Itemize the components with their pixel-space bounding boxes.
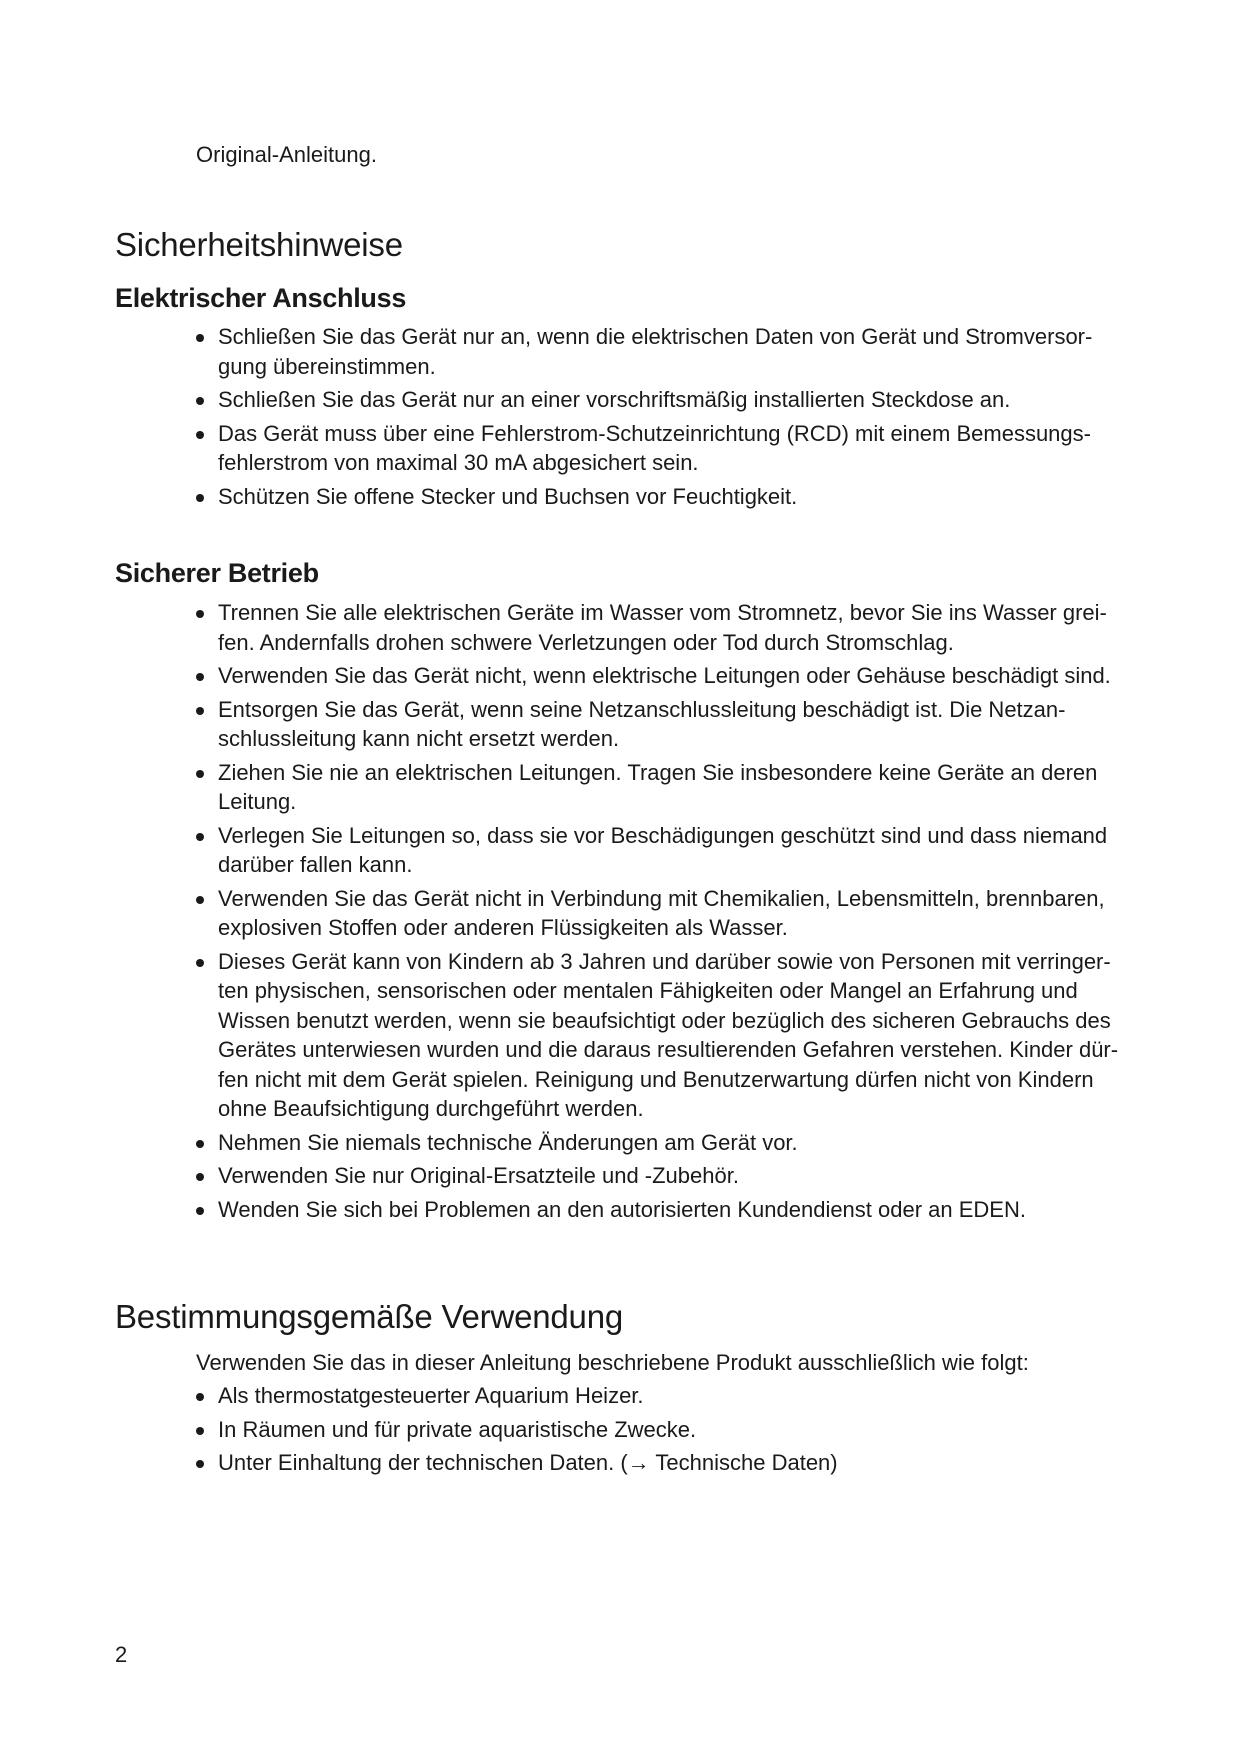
electrical-connection-heading: Elektrischer Anschluss xyxy=(115,283,407,313)
list-item: Verwenden Sie das Gerät nicht in Verbindung mit Chemikalien, Lebensmitteln, brennbaren, explosiven Stoffen oder anderen Flüssigkeiten als Wasser. xyxy=(196,884,1126,943)
list-item: Schließen Sie das Gerät nur an, wenn die elektrischen Daten von Gerät und Stromversor-gung übereinstimmen. xyxy=(196,322,1126,381)
electrical-connection-list xyxy=(196,322,1126,515)
list-item: Schützen Sie offene Stecker und Buchsen vor Feuchtigkeit. xyxy=(196,482,1126,512)
list-item: Verlegen Sie Leitungen so, dass sie vor Beschädigungen geschützt sind und dass niemand darüber fallen kann. xyxy=(196,821,1126,880)
list-item: In Räumen und für private aquaristische Zwecke. xyxy=(196,1415,1126,1445)
safety-heading: Sicherheitshinweise xyxy=(115,226,403,263)
list-item: Dieses Gerät kann von Kindern ab 3 Jahren und darüber sowie von Personen mit verringer-ten physischen, sensorischen oder mentalen Fähigkeiten oder Mangel an Erfahrung und Wissen benutzt werden, wenn sie beaufsichtigt oder bezüglich des sicheren Gebrauchs des Gerätes unterwiesen wurden und die daraus resultierenden Gefahren verstehen. Kinder dür-fen nicht mit dem Gerät spielen. Reinigung und Benutzerwartung dürfen nicht von Kindern ohne Beaufsichtigung durchgeführt werden. xyxy=(196,947,1126,1124)
intended-use-list xyxy=(196,1381,1126,1482)
list-item: Unter Einhaltung der technischen Daten. (→ Technische Daten) xyxy=(196,1448,1126,1478)
list-item: Schließen Sie das Gerät nur an einer vorschriftsmäßig installierten Steckdose an. xyxy=(196,385,1126,415)
list-item: Das Gerät muss über eine Fehlerstrom-Schutzeinrichtung (RCD) mit einem Bemessungs-fehlerstrom von maximal 30 mA abgesichert sein. xyxy=(196,419,1126,478)
list-item: Entsorgen Sie das Gerät, wenn seine Netzanschlussleitung beschädigt ist. Die Netzan-schlussleitung kann nicht ersetzt werden. xyxy=(196,695,1126,754)
safe-operation-heading: Sicherer Betrieb xyxy=(115,558,319,588)
list-item: Als thermostatgesteuerter Aquarium Heizer. xyxy=(196,1381,1126,1411)
safe-operation-list xyxy=(196,598,1126,1228)
list-item: Ziehen Sie nie an elektrischen Leitungen. Tragen Sie insbesondere keine Geräte an deren Leitung. xyxy=(196,758,1126,817)
intended-use-lead: Verwenden Sie das in dieser Anleitung beschriebene Produkt ausschließlich wie folgt: xyxy=(196,1350,1029,1375)
list-item: Trennen Sie alle elektrischen Geräte im Wasser vom Stromnetz, bevor Sie ins Wasser grei-fen. Andernfalls drohen schwere Verletzungen oder Tod durch Stromschlag. xyxy=(196,598,1126,657)
list-item: Verwenden Sie das Gerät nicht, wenn elektrische Leitungen oder Gehäuse beschädigt sind. xyxy=(196,661,1126,691)
list-item: Nehmen Sie niemals technische Änderungen am Gerät vor. xyxy=(196,1128,1126,1158)
intended-use-heading: Bestimmungsgemäße Verwendung xyxy=(115,1298,624,1335)
list-item: Wenden Sie sich bei Problemen an den autorisierten Kundendienst oder an EDEN. xyxy=(196,1195,1126,1225)
page-number: 2 xyxy=(115,1642,128,1667)
list-item: Verwenden Sie nur Original-Ersatzteile und -Zubehör. xyxy=(196,1161,1126,1191)
intro-text: Original-Anleitung. xyxy=(196,142,377,167)
